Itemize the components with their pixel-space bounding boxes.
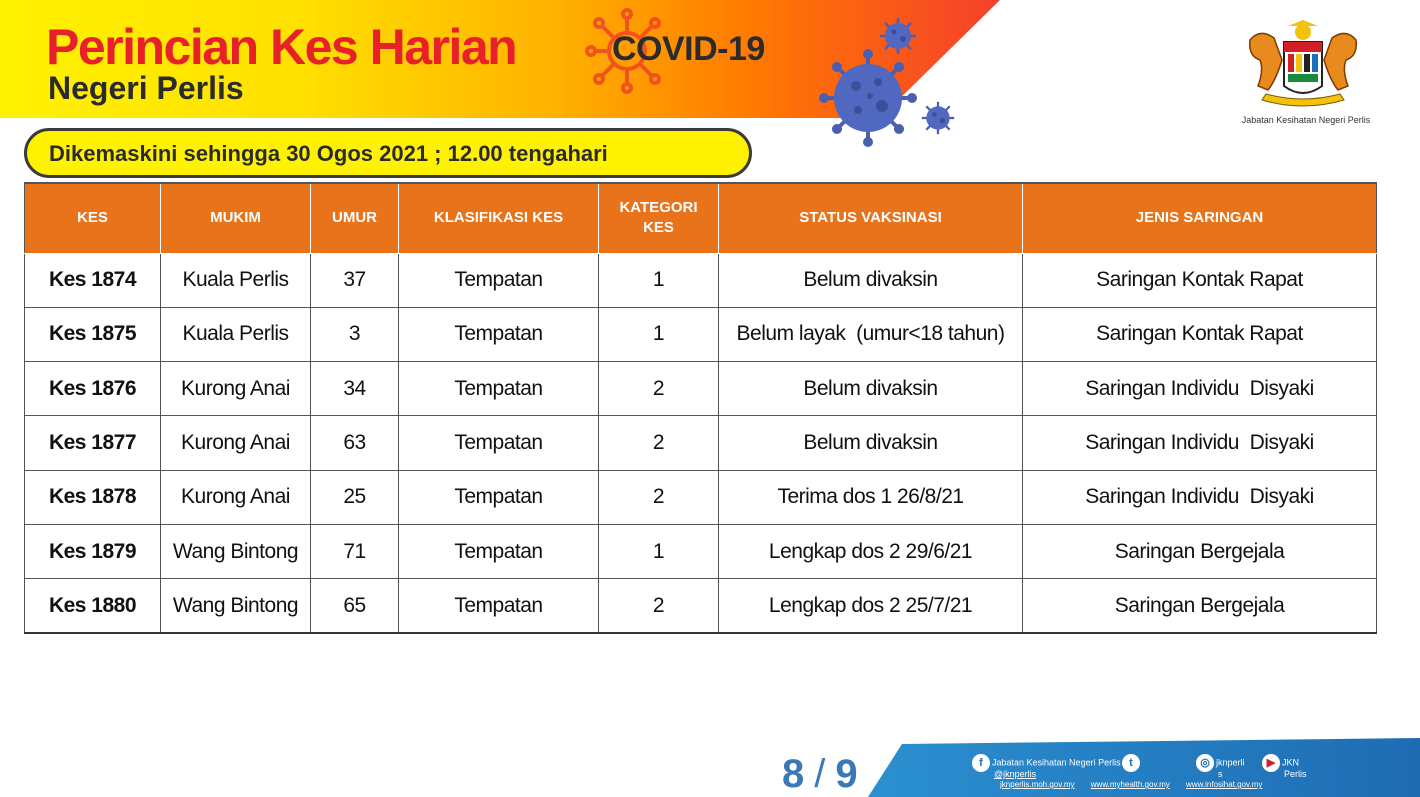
table-row [25, 579, 1377, 633]
youtube-icon: ▶ [1262, 754, 1280, 772]
coat-of-arms-logo [1240, 20, 1366, 114]
cell-mukim: Kurong Anai [161, 416, 311, 470]
footer-link-myhealth[interactable]: www.myhealth.gov.my [1090, 780, 1170, 789]
cell-jenis-saringan: Saringan Bergejala [1023, 524, 1377, 578]
cell-status-vaksinasi: Lengkap dos 2 25/7/21 [719, 579, 1023, 633]
cell-kategori: 1 [599, 307, 719, 361]
twitter-handle[interactable]: @jknperlis [994, 769, 1037, 779]
cell-kategori: 1 [599, 253, 719, 307]
cell-mukim: Kurong Anai [161, 362, 311, 416]
cell-status-vaksinasi: Lengkap dos 2 29/6/21 [719, 524, 1023, 578]
cell-klasifikasi: Tempatan [399, 362, 599, 416]
virus-small-icon [920, 100, 956, 136]
cell-kes: Kes 1880 [25, 579, 161, 633]
column-header-klasifikasi: KLASIFIKASI KES [399, 183, 599, 253]
twitter-link[interactable] [1122, 754, 1142, 772]
table-row [25, 307, 1377, 361]
table-row [25, 416, 1377, 470]
case-table [24, 182, 1377, 634]
cell-klasifikasi: Tempatan [399, 524, 599, 578]
cell-jenis-saringan: Saringan Individu Disyaki [1023, 470, 1377, 524]
cell-kategori: 1 [599, 524, 719, 578]
facebook-icon: f [972, 754, 990, 772]
cell-mukim: Kuala Perlis [161, 307, 311, 361]
cell-klasifikasi: Tempatan [399, 416, 599, 470]
cell-mukim: Wang Bintong [161, 524, 311, 578]
column-header-kategori: KATEGORI KES [599, 183, 719, 253]
cell-status-vaksinasi: Belum divaksin [719, 362, 1023, 416]
cell-status-vaksinasi: Belum layak (umur<18 tahun) [719, 307, 1023, 361]
page-current: 8 [782, 752, 805, 796]
table-row [25, 253, 1377, 307]
instagram-label-cont: s [1218, 769, 1223, 779]
cell-kes: Kes 1875 [25, 307, 161, 361]
table-header-row [25, 183, 1377, 253]
column-header-mukim: MUKIM [161, 183, 311, 253]
cell-status-vaksinasi: Terima dos 1 26/8/21 [719, 470, 1023, 524]
cell-status-vaksinasi: Belum divaksin [719, 253, 1023, 307]
page-title: Perincian Kes Harian [46, 19, 517, 75]
table-row [25, 470, 1377, 524]
page-indicator [782, 752, 858, 797]
virus-small-icon [878, 16, 918, 56]
cell-kategori: 2 [599, 416, 719, 470]
footer-links [1000, 780, 1276, 789]
page-subtitle: Negeri Perlis [48, 70, 244, 106]
cell-kategori: 2 [599, 362, 719, 416]
cell-klasifikasi: Tempatan [399, 253, 599, 307]
table-row [25, 362, 1377, 416]
cell-mukim: Kurong Anai [161, 470, 311, 524]
cell-mukim: Wang Bintong [161, 579, 311, 633]
column-header-kes: KES [25, 183, 161, 253]
youtube-label-cont: Perlis [1284, 769, 1307, 779]
column-header-status-vaksinasi: STATUS VAKSINASI [719, 183, 1023, 253]
footer-link-jknperlis[interactable]: jknperlis.moh.gov.my [1000, 780, 1075, 789]
cell-umur: 34 [311, 362, 399, 416]
cell-kes: Kes 1878 [25, 470, 161, 524]
cell-kategori: 2 [599, 470, 719, 524]
cell-kategori: 2 [599, 579, 719, 633]
cell-umur: 63 [311, 416, 399, 470]
cell-kes: Kes 1877 [25, 416, 161, 470]
cell-umur: 3 [311, 307, 399, 361]
covid-title: COVID-19 [612, 30, 765, 68]
instagram-icon: ◎ [1196, 754, 1214, 772]
column-header-jenis-saringan: JENIS SARINGAN [1023, 183, 1377, 253]
twitter-icon: t [1122, 754, 1140, 772]
cell-jenis-saringan: Saringan Individu Disyaki [1023, 416, 1377, 470]
page-total: 9 [835, 752, 858, 796]
cell-umur: 25 [311, 470, 399, 524]
cell-umur: 65 [311, 579, 399, 633]
cell-jenis-saringan: Saringan Kontak Rapat [1023, 307, 1377, 361]
column-header-umur: UMUR [311, 183, 399, 253]
update-text: Dikemaskini sehingga 30 Ogos 2021 ; 12.00 tengahari [49, 141, 608, 166]
page-separator: / [814, 752, 826, 796]
footer-link-infosihat[interactable]: www.infosihat.gov.my [1186, 780, 1263, 789]
cell-umur: 71 [311, 524, 399, 578]
cell-klasifikasi: Tempatan [399, 470, 599, 524]
update-banner [24, 128, 752, 178]
cell-jenis-saringan: Saringan Bergejala [1023, 579, 1377, 633]
cell-jenis-saringan: Saringan Individu Disyaki [1023, 362, 1377, 416]
instagram-label: jknperli [1216, 757, 1245, 768]
table-row [25, 524, 1377, 578]
cell-kes: Kes 1879 [25, 524, 161, 578]
cell-status-vaksinasi: Belum divaksin [719, 416, 1023, 470]
department-caption: Jabatan Kesihatan Negeri Perlis [1241, 115, 1371, 125]
cell-klasifikasi: Tempatan [399, 579, 599, 633]
facebook-label: Jabatan Kesihatan Negeri Perlis [992, 757, 1121, 768]
youtube-label: JKN [1282, 757, 1300, 768]
cell-kes: Kes 1874 [25, 253, 161, 307]
cell-kes: Kes 1876 [25, 362, 161, 416]
cell-klasifikasi: Tempatan [399, 307, 599, 361]
cell-jenis-saringan: Saringan Kontak Rapat [1023, 253, 1377, 307]
virus-icon [818, 48, 918, 148]
cell-mukim: Kuala Perlis [161, 253, 311, 307]
cell-umur: 37 [311, 253, 399, 307]
